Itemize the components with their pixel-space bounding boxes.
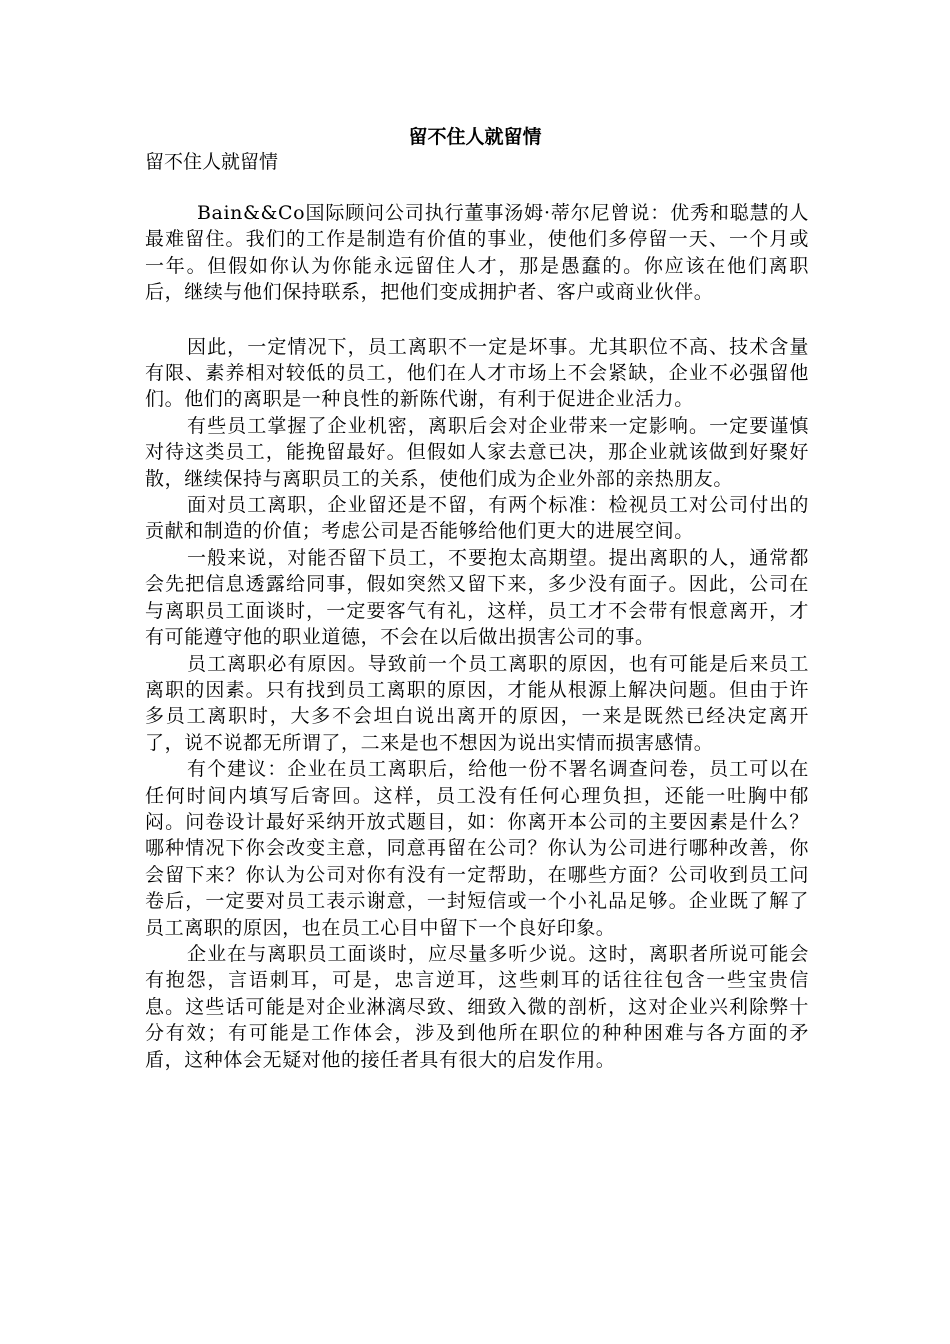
document-subtitle: 留不住人就留情 [145, 151, 279, 173]
paragraph-7: 有个建议：企业在员工离职后，给他一份不署名调查问卷，员工可以在任何时间内填写后寄回。这样，员工没有任何心理负担，还能一吐胸中郁闷。问卷设计最好采纳开放式题目，如：你离开本公司的主要因素是什么？哪种情况下你会改变主意，同意再留在公司？你认为公司进行哪种改善，你会留下来？你认为公司对你有没有一定帮助，在哪些方面？公司收到员工问卷后，一定要对员工表示谢意，一封短信或一个小礼品足够。企业既了解了员工离职的原因，也在员工心目中留下一个良好印象。 [145, 758, 809, 939]
paragraph-4: 面对员工离职，企业留还是不留，有两个标准：检视员工对公司付出的贡献和制造的价值；考虑公司是否能够给他们更大的进展空间。 [145, 494, 809, 543]
paragraph-6: 员工离职必有原因。导致前一个员工离职的原因，也有可能是后来员工离职的因素。只有找到员工离职的原因，才能从根源上解决问题。但由于许多员工离职时，大多不会坦白说出离开的原因，一来是既然已经决定离开了，说不说都无所谓了，二来是也不想因为说出实情而损害感情。 [145, 652, 809, 754]
paragraph-3: 有些员工掌握了企业机密，离职后会对企业带来一定影响。一定要谨慎对待这类员工，能挽留最好。但假如人家去意已决，那企业就该做到好聚好散，继续保持与离职员工的关系，使他们成为企业外部的亲热朋友。 [145, 414, 809, 490]
paragraph-5: 一般来说，对能否留下员工，不要抱太高期望。提出离职的人，通常都会先把信息透露给同事，假如突然又留下来，多少没有面子。因此，公司在与离职员工面谈时，一定要客气有礼，这样，员工才不会带有恨意离开，才有可能遵守他的职业道德，不会在以后做出损害公司的事。 [145, 546, 809, 649]
paragraph-2: 因此，一定情况下，员工离职不一定是坏事。尤其职位不高、技术含量有限、素养相对较低的员工，他们在人才市场上不会紧缺，企业不必强留他们。他们的离职是一种良性的新陈代谢，有利于促进企业活力。 [145, 335, 809, 411]
paragraph-8: 企业在与离职员工面谈时，应尽量多听少说。这时，离职者所说可能会有抱怨，言语刺耳，可是，忠言逆耳，这些刺耳的话往往包含一些宝贵信息。这些话可能是对企业淋漓尽致、细致入微的剖析，这对企业兴利除弊十分有效；有可能是工作体会，涉及到他所在职位的种种困难与各方面的矛盾，这种体会无疑对他的接任者具有很大的启发作用。 [145, 942, 809, 1071]
document-title: 留不住人就留情 [408, 126, 542, 148]
document-body [145, 200, 809, 1073]
paragraph-1: Bain&&Co国际顾问公司执行董事汤姆·蒂尔尼曾说：优秀和聪慧的人最难留住。我们的工作是制造有价值的事业，使他们多停留一天、一个月或一年。但假如你认为你能永远留住人才，那是愚蠢的。你应该在他们离职后，继续与他们保持联系，把他们变成拥护者、客户或商业伙伴。 [145, 202, 809, 304]
paragraph-spacer [145, 306, 809, 334]
